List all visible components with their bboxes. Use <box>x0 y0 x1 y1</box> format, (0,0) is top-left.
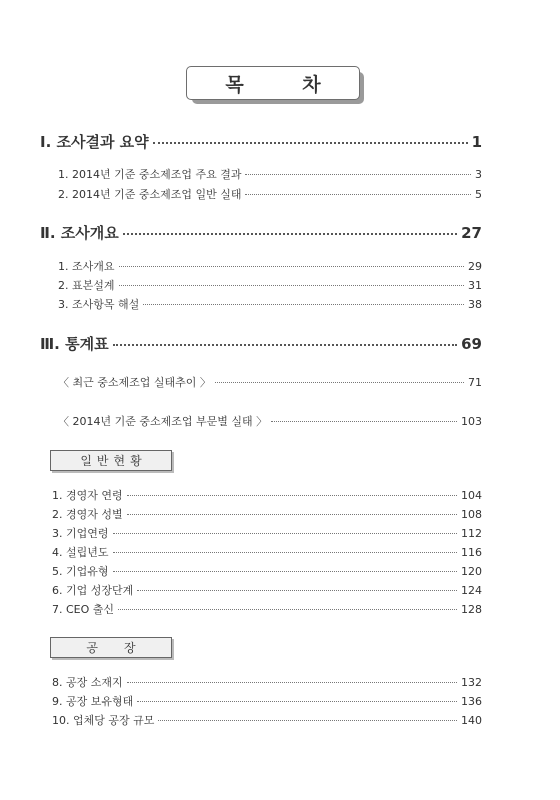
item-label: 2. 2014년 기준 중소제조업 일반 실태 <box>58 188 242 201</box>
dot-leader <box>137 590 457 591</box>
toc-item[interactable] <box>52 582 482 598</box>
dot-leader <box>271 421 457 422</box>
toc-item[interactable] <box>52 506 482 522</box>
item-page: 136 <box>461 695 482 708</box>
dot-leader <box>127 682 457 683</box>
toc-title-box <box>186 66 364 104</box>
item-label: 〈 2014년 기준 중소제조업 부문별 실태 〉 <box>58 415 268 428</box>
dot-leader <box>118 609 457 610</box>
section-page: 1 <box>471 133 482 151</box>
toc-item[interactable] <box>58 166 482 182</box>
toc-item[interactable] <box>58 296 482 312</box>
toc-item[interactable] <box>52 693 482 709</box>
category-general-status: 일반현황 <box>50 450 172 471</box>
dot-leader <box>113 533 458 534</box>
toc-item[interactable] <box>52 563 482 579</box>
item-page: 5 <box>475 188 482 201</box>
item-page: 120 <box>461 565 482 578</box>
item-page: 38 <box>468 298 482 311</box>
section-page: 27 <box>461 224 482 242</box>
item-label: 〈 최근 중소제조업 실태추이 〉 <box>58 376 211 389</box>
toc-item[interactable] <box>52 487 482 503</box>
toc-item[interactable] <box>58 258 482 274</box>
toc-item[interactable] <box>52 712 482 728</box>
toc-title: 목 차 <box>186 66 360 100</box>
dot-leader <box>158 720 457 721</box>
dot-leader <box>119 285 465 286</box>
dot-leader <box>119 266 465 267</box>
item-label: 1. 경영자 연령 <box>52 489 123 502</box>
item-page: 31 <box>468 279 482 292</box>
item-label: 4. 설립년도 <box>52 546 109 559</box>
item-page: 71 <box>468 376 482 389</box>
toc-item[interactable] <box>58 413 482 429</box>
item-label: 6. 기업 성장단계 <box>52 584 134 597</box>
dot-leader <box>215 382 464 383</box>
item-label: 2. 경영자 성별 <box>52 508 123 521</box>
item-label: 8. 공장 소재지 <box>52 676 123 689</box>
item-page: 29 <box>468 260 482 273</box>
item-page: 108 <box>461 508 482 521</box>
item-label: 9. 공장 보유형태 <box>52 695 134 708</box>
item-label: 10. 업체당 공장 규모 <box>52 714 155 727</box>
dot-leader <box>245 174 471 175</box>
toc-item[interactable] <box>52 525 482 541</box>
dot-leader <box>127 495 457 496</box>
item-page: 128 <box>461 603 482 616</box>
item-label: 7. CEO 출신 <box>52 603 115 616</box>
dot-leader <box>113 552 458 553</box>
item-page: 104 <box>461 489 482 502</box>
toc-section-2[interactable] <box>40 222 482 243</box>
toc-item[interactable] <box>58 277 482 293</box>
dot-leader <box>113 344 458 346</box>
toc-section-3[interactable] <box>40 333 482 354</box>
item-page: 103 <box>461 415 482 428</box>
item-page: 132 <box>461 676 482 689</box>
item-label: 3. 조사항목 해설 <box>58 298 140 311</box>
section-label: Ⅲ. 통계표 <box>40 335 109 353</box>
item-page: 124 <box>461 584 482 597</box>
section-label: Ⅱ. 조사개요 <box>40 224 119 242</box>
item-label: 1. 2014년 기준 중소제조업 주요 결과 <box>58 168 242 181</box>
toc-item[interactable] <box>52 601 482 617</box>
item-page: 3 <box>475 168 482 181</box>
dot-leader <box>123 233 457 235</box>
dot-leader <box>137 701 457 702</box>
toc-item[interactable] <box>52 674 482 690</box>
item-label: 3. 기업연령 <box>52 527 109 540</box>
section-page: 69 <box>461 335 482 353</box>
toc-section-1[interactable] <box>40 131 482 152</box>
section-label: Ⅰ. 조사결과 요약 <box>40 133 149 151</box>
item-page: 112 <box>461 527 482 540</box>
dot-leader <box>127 514 457 515</box>
toc-item[interactable] <box>58 374 482 390</box>
dot-leader <box>153 142 468 144</box>
dot-leader <box>143 304 464 305</box>
item-label: 2. 표본설계 <box>58 279 115 292</box>
item-page: 140 <box>461 714 482 727</box>
dot-leader <box>245 194 471 195</box>
dot-leader <box>113 571 458 572</box>
item-page: 116 <box>461 546 482 559</box>
item-label: 1. 조사개요 <box>58 260 115 273</box>
toc-item[interactable] <box>52 544 482 560</box>
toc-item[interactable] <box>58 186 482 202</box>
item-label: 5. 기업유형 <box>52 565 109 578</box>
category-factory: 공장 <box>50 637 172 658</box>
